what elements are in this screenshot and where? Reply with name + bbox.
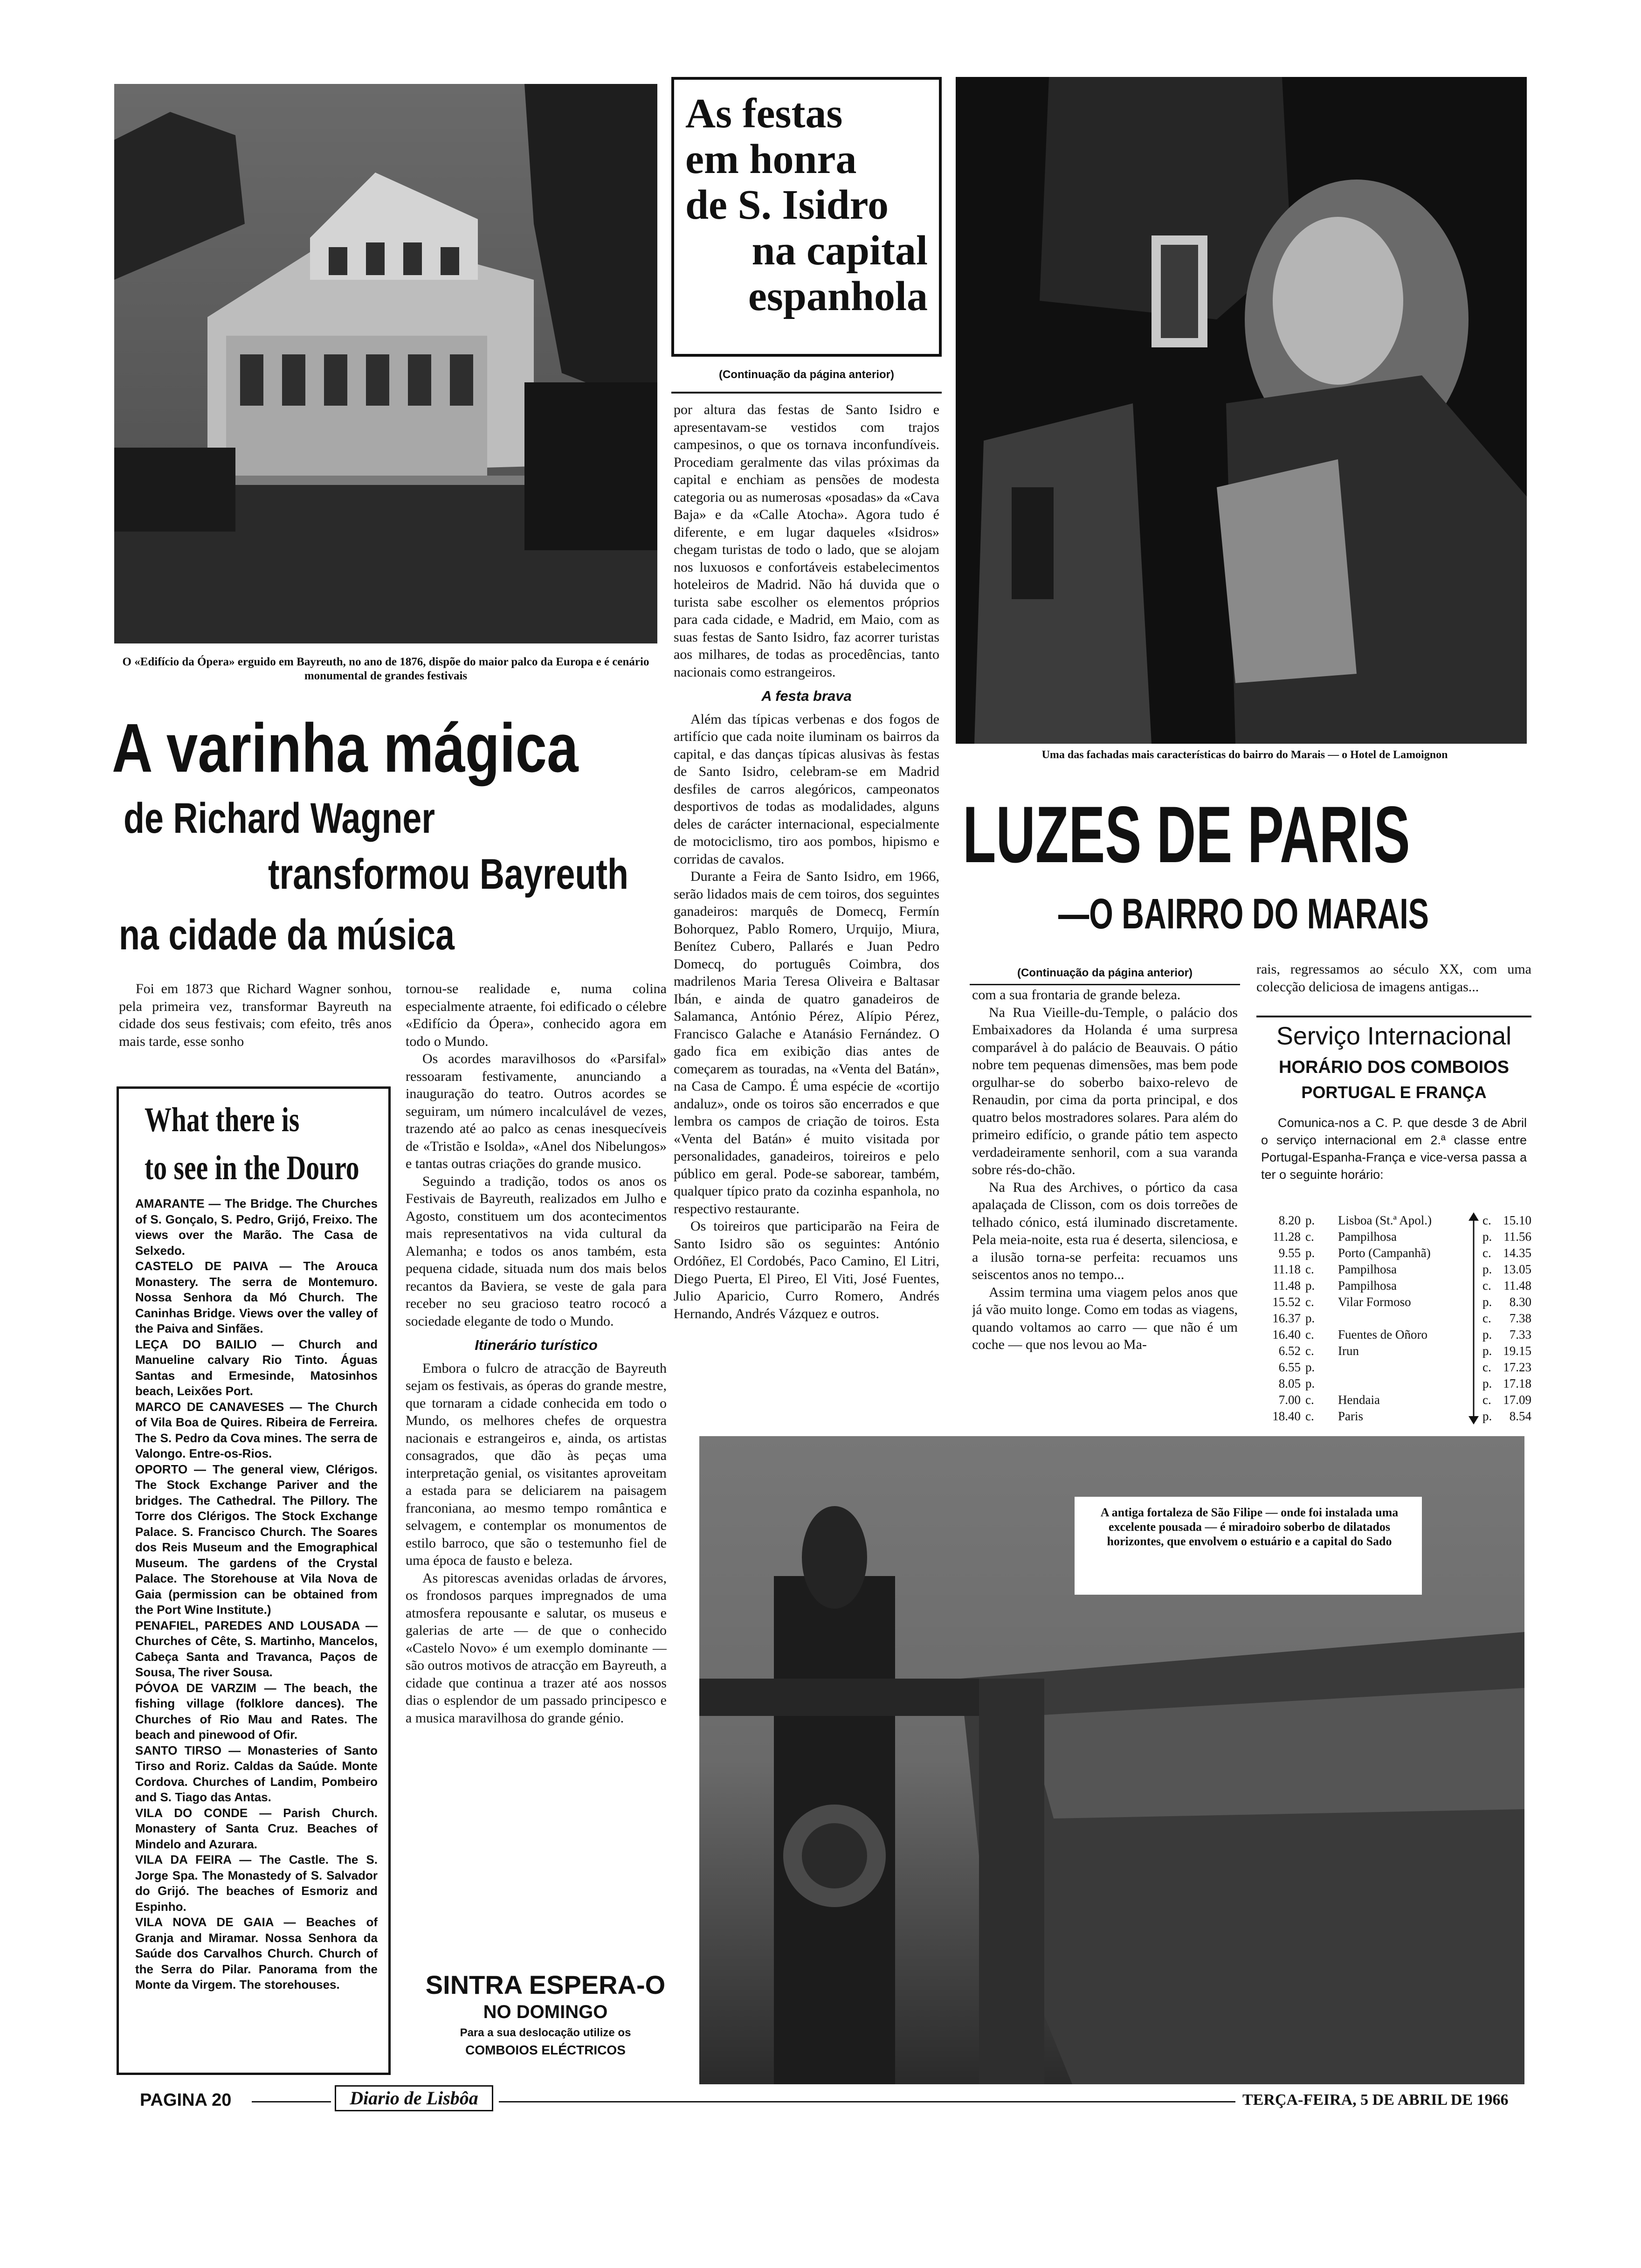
paris-p1: com a sua frontaria de grande beleza.	[972, 987, 1181, 1003]
tt-time: 6.52	[1278, 1344, 1301, 1358]
timetable-direction-arrow	[1468, 1212, 1480, 1424]
wagner-subhead: Itinerário turístico	[475, 1337, 598, 1353]
tt-time: 15.52	[1272, 1295, 1301, 1309]
tt-time: 17.09	[1503, 1393, 1531, 1407]
timetable-stations	[1338, 1212, 1473, 1424]
servico-sub2: PORTUGAL E FRANÇA	[1301, 1083, 1487, 1102]
paris-p3: Na Rua des Archives, o pórtico da casa apalaçada de Clisson, com os dois torreões de telhado cónico, está iluminado discretamente. Pela meia-noite, esta rua é deserta, silenciosa, e a ilusão torna-se perfeita: recuamos uns seiscentos anos no tempo...	[972, 1179, 1238, 1282]
tt-time: 19.15	[1503, 1344, 1531, 1358]
wagner-col2-p3: Seguindo a tradição, todos os anos os Festivais de Bayreuth, realizados em Julho e Agosto, constituem um dos acontecimentos mais representativos na vida cultural da Alemanha; e todos os anos também, esta pequena cidade, situada num dos mais belos recantos da Baviera, se veste de gala para receber no seu gracioso teatro rococó a sociedade elegante de todo o Mundo.	[406, 1173, 667, 1329]
tt-code: p.	[1305, 1360, 1315, 1374]
tt-code: c.	[1305, 1409, 1314, 1423]
sintra-line3: Para a sua deslocação utilize os	[460, 2026, 631, 2039]
photo-opera-caption: O «Edifício da Ópera» erguido em Bayreuth, no ano de 1876, dispõe do maior palco da Europa e é cenário monumental de grandes festivais	[122, 656, 649, 682]
paris-col2	[1256, 961, 1531, 1016]
tt-code: p.	[1305, 1246, 1315, 1260]
tt-time: 11.18	[1273, 1262, 1301, 1276]
tt-time: 13.05	[1503, 1262, 1531, 1276]
tt-time: 16.37	[1272, 1311, 1301, 1325]
isidro-continued: (Continuação da página anterior)	[718, 368, 895, 381]
wagner-col2-p4: Embora o fulcro de atracção de Bayreuth sejam os festivais, as óperas do grande mestre, que tornaram a cidade conhecida em todo o Mundo, os melhores chefes de orquestra nacionais e estrangeiros e, ainda, os artistas consagrados, que dão às peças uma interpretação genial, os visitantes aproveitam a estada para se deliciarem na paisagem franconiana, ao mesmo tempo romântica e selvagem, e contemplar os monumentos de estilo barroco, que são o testemunho fiel de uma época de fausto e beleza.	[406, 1360, 667, 1568]
wagner-col2-p5: As pitorescas avenidas orladas de árvores, os frondosos parques impregnados de uma atmosfera repousante e salutar, os museus e galerias de arte — de que o conhecido «Castelo Novo» é um exemplo dominante — são outros motivos de atracção em Bayreuth, a cidade que continua a trazer até aos nossos dias o esplendor de um passado principesco e a musica maravilhosa do grande génio.	[406, 1570, 667, 1726]
tt-time: 11.48	[1273, 1279, 1301, 1293]
isidro-p2: Além das típicas verbenas e dos fogos de artifício que cada noite iluminam os bairros da capital, e das danças típicas alusivas às festas de Santo Isidro, celebram-se em Madrid desfiles de carros alegóricos, campeonatos desportivos de todas as modalidades, alguns deles de carácter internacional, especialmente de motociclismo, tiro aos pombos, hipismo e corridas de cavalos.	[674, 711, 939, 867]
wagner-deck-3: na cidade da música	[119, 911, 455, 959]
wagner-col2-p2: Os acordes maravilhosos do «Parsifal» ressoaram festivamente, anunciando a inauguração do teatro. Outros acordes se seguiram, um número incalculável de vezes, trazendo até ao palco as cenas inesquecíveis de «Tristão e Isolda», «Anel dos Nibelungos» e tantas outras criações do grande musico.	[406, 1051, 667, 1171]
tt-code: c.	[1482, 1279, 1491, 1293]
isidro-p1: por altura das festas de Santo Isidro e apresentavam-se vestidos com trajos campesinos, o que os tornava inconfundíveis. Procediam geralmente das vilas próximas da capital e enchiam as pensões de modesta categoria ou as numerosas «posadas» da «Cava Baja» e da «Calle Atocha». Agora tudo é diferente, e em lugar daqueles «Isidros» chegam turistas de todo o lado, que se alojam nos luxuosos e confortáveis estabelecimentos hoteleiros de Madrid. Não há duvida que o turista sabe escolher os elementos próprios para cada cidade, e Madrid, em Maio, com as suas festas de Santo Isidro, faz acorrer turistas aos milhares, de todas as procedências, tanto nacionais como estrangeiros.	[674, 402, 939, 680]
tt-time: 8.20	[1278, 1213, 1301, 1227]
photo-fortaleza-caption: A antiga fortaleza de São Filipe — onde foi instalada uma excelente pousada — é miradoiro soberbo de dilatados horizontes, que envolvem o estuário e a capital do Sado	[1100, 1506, 1399, 1548]
douro-entry: PENAFIEL, PAREDES AND LOUSADA — Churches of Cête, S. Martinho, Mancelos, Cabeça Santa and Travanca, Paços de Sousa, The river Sousa.	[135, 1618, 378, 1679]
douro-entry: VILA DA FEIRA — The Castle. The S. Jorge Spa. The Monastedy of S. Salvador do Grijó. The beaches of Esmoriz and Espinho.	[135, 1853, 378, 1914]
tt-station	[1338, 1376, 1473, 1392]
tt-station: Lisboa (St.ª Apol.)	[1338, 1213, 1432, 1227]
isidro-title	[685, 91, 928, 319]
wagner-col2	[406, 980, 667, 1992]
paris-col1	[972, 986, 1238, 1415]
douro-entry: SANTO TIRSO — Monasteries of Santo Tirso and Roriz. Caldas da Saúde. Monte Cordova. Churches of Landim, Pombeiro and S. Tiago das Antas.	[135, 1743, 378, 1804]
sintra-line1: SINTRA ESPERA-O	[425, 1970, 666, 1999]
tt-time: 7.33	[1509, 1328, 1531, 1341]
douro-entries	[135, 1196, 378, 2068]
sintra-line4: COMBOIOS ELÉCTRICOS	[465, 2043, 626, 2057]
timetable-t2	[1494, 1212, 1531, 1424]
tt-station	[1338, 1359, 1473, 1376]
douro-entry: LEÇA DO BAILIO — Church and Manueline calvary Rio Tinto. Águas Santas and Ermesinde, Matosinhos beach, Leixões Port.	[135, 1337, 378, 1398]
tt-code: c.	[1305, 1344, 1314, 1358]
tt-code: c.	[1305, 1328, 1314, 1341]
tt-station: Pampilhosa	[1338, 1262, 1397, 1276]
tt-time: 7.00	[1278, 1393, 1301, 1407]
tt-code: c.	[1305, 1393, 1314, 1407]
photo-opera-bayreuth	[114, 84, 657, 643]
tt-time: 14.35	[1503, 1246, 1531, 1260]
douro-entry: VILA NOVA DE GAIA — Beaches of Granja and Miramar. Nossa Senhora da Saúde dos Carvalhos Church. Church of the Serra do Pilar. Panorama from the Monte da Virgem. The storehouses.	[135, 1915, 378, 1991]
tt-time: 15.10	[1503, 1213, 1531, 1227]
douro-entry: VILA DO CONDE — Parish Church. Monastery of Santa Cruz. Beaches of Mindelo and Azurara.	[135, 1805, 378, 1851]
tt-time: 6.55	[1278, 1360, 1301, 1374]
douro-entry: OPORTO — The general view, Clérigos. The Stock Exchange Pariver and the bridges. The Cathedral. The Pillory. The Torre dos Clérigos. The Stock Exchange Palace. S. Francisco Church. The Soares dos Reis Museum and the Emographical Museum. The gardens of the Crystal Palace. The Storehouse at Vila Nova de Gaia (permission can be obtained from the Port Wine Institute.)	[135, 1462, 378, 1617]
tt-code: c.	[1482, 1311, 1491, 1325]
isidro-p3: Durante a Feira de Santo Isidro, em 1966, serão lidados mais de cem toiros, dos seguintes ganadeiros: marquês de Domecq, Fermín Bohorquez, Pablo Romero, Urquijo, Miura, Benítez Cubero, Pallarés e Juan Pedro Domecq, do português Coimbra, dos madrilenos Maria Teresa Oliveira e Baltasar Ibán, e ainda de quatro ganadeiros de Salamanca, António Pérez, Alípio Pérez, Francisco Galache e Atanásio Fernández. O gado fica em exibição dias antes de começarem as touradas, na «Venta del Batán», na Casa de Campo. É uma espécie de «cortijo andaluz», onde os toiros são encerrados e que lembra os campos de criação de toiros. Esta «Venta del Batán» é muito visitada por personalidades, ganadeiros, toireiros e pelo público em geral. Pode-se saborear, também, qualquer típico prato da cozinha espanhola, no respectivo restaurante.	[674, 869, 939, 1217]
footer-masthead: Diario de Lisbôa	[335, 2085, 493, 2111]
paris-col2-p1: rais, regressamos ao século XX, com uma colecção deliciosa de imagens antigas...	[1256, 961, 1531, 995]
isidro-body	[674, 401, 939, 1459]
tt-time: 7.38	[1509, 1311, 1531, 1325]
footer-page-number: PAGINA 20	[140, 2090, 232, 2110]
isidro-p4: Os toireiros que participarão na Feira de Santo Isidro são os seguintes: António Ordóñez, El Cordobés, Paco Camino, El Litri, Diego Puerta, El Pireo, El Viti, José Fuentes, Julio Aparicio, Curro Romero, Andrés Hernando, Andrés Vázquez e outros.	[674, 1218, 939, 1321]
tt-station: Pampilhosa	[1338, 1279, 1397, 1293]
tt-time: 11.48	[1503, 1279, 1531, 1293]
wagner-deck-1: de Richard Wagner	[124, 795, 435, 842]
isidro-title-line: em honra	[685, 136, 857, 182]
paris-p2: Na Rua Vieille-du-Temple, o palácio dos Embaixadores da Holanda é uma surpresa comparável à do palácio de Beauvais. O pátio nobre tem pequenas dimensões, mas bem pode orgulhar-se do soberbo baixo-relevo de Renaudin, por cima da porta principal, e dos quatro belos mostradores solares. Para além do primeiro edifício, o grande pátio tem aspecto verdadeiramente senhoril, com a sua varanda sobre rés-do-chão.	[972, 1004, 1238, 1177]
tt-code: p.	[1305, 1311, 1315, 1325]
tt-code: c.	[1482, 1393, 1491, 1407]
tt-time: 17.18	[1503, 1376, 1531, 1390]
footer-rule-left	[252, 2101, 331, 2102]
tt-time: 11.28	[1273, 1230, 1301, 1244]
tt-station	[1338, 1310, 1473, 1327]
timetable-c1	[1305, 1212, 1324, 1424]
douro-entry: PÓVOA DE VARZIM — The beach, the fishing village (folklore dances). The Churches of Rio Mau and Rates. The beach and pinewood of Ofir.	[135, 1680, 378, 1742]
tt-code: p.	[1482, 1230, 1492, 1244]
isidro-title-line: na capital	[752, 228, 928, 274]
paris-rule	[970, 984, 1240, 985]
wagner-headline	[112, 710, 662, 787]
tt-time: 11.56	[1503, 1230, 1531, 1244]
douro-title-2: to see in the Douro	[145, 1149, 359, 1187]
tt-time: 17.23	[1503, 1360, 1531, 1374]
servico-intro-text: Comunica-nos a C. P. que desde 3 de Abril o serviço internacional em 2.ª classe entre Portugal-Espanha-França e vice-versa passa a ter o seguinte horário:	[1261, 1116, 1527, 1182]
tt-station: Pampilhosa	[1338, 1230, 1397, 1244]
tt-time: 8.30	[1509, 1295, 1531, 1309]
tt-code: p.	[1482, 1409, 1492, 1423]
tt-code: p.	[1482, 1295, 1492, 1309]
tt-station: Vilar Formoso	[1338, 1295, 1411, 1309]
isidro-title-line: As festas	[685, 90, 843, 137]
douro-entry: CASTELO DE PAIVA — The Arouca Monastery. The serra de Montemuro. Nossa Senhora da Mó Church. The Caninhas Bridge. Views over the valley of the Paiva and Sinfães.	[135, 1259, 378, 1335]
wagner-col1-p1: Foi em 1873 que Richard Wagner sonhou, pela primeira vez, transformar Bayreuth na cidade dos seus festivais; com efeito, três anos mais tarde, esse sonho	[119, 981, 392, 1049]
tt-station: Porto (Campanhã)	[1338, 1246, 1431, 1260]
tt-time: 16.40	[1272, 1328, 1301, 1341]
tt-code: p.	[1305, 1213, 1315, 1227]
tt-station: Paris	[1338, 1409, 1363, 1423]
timetable-t1	[1261, 1212, 1301, 1424]
tt-code: p.	[1482, 1262, 1492, 1276]
tt-code: c.	[1482, 1246, 1491, 1260]
sintra-ad	[420, 1970, 671, 2075]
footer-date: TERÇA-FEIRA, 5 DE ABRIL DE 1966	[1242, 2091, 1509, 2109]
sintra-line2: NO DOMINGO	[483, 2002, 608, 2022]
wagner-headline-main: A varinha mágica	[112, 710, 579, 787]
wagner-col2-p1: tornou-se realidade e, numa colina especialmente atraente, foi edificado o célebre «Edifício da Ópera», conhecido agora em todo o Mundo.	[406, 981, 667, 1049]
servico-sub1: HORÁRIO DOS COMBOIOS	[1278, 1058, 1510, 1077]
tt-code: c.	[1305, 1262, 1314, 1276]
douro-entry: MARCO DE CANAVESES — The Church of Vila Boa de Quires. Ribeira de Ferreira. The S. Pedro da Cova mines. The serra de Valongo. Entre-os-Rios.	[135, 1399, 378, 1460]
tt-time: 8.05	[1278, 1376, 1301, 1390]
opera-building-illustration	[114, 84, 657, 643]
tt-code: p.	[1482, 1376, 1492, 1390]
wagner-deck-2: transformou Bayreuth	[268, 850, 628, 898]
servico-title: Serviço Internacional	[1276, 1022, 1512, 1050]
tt-code: p.	[1305, 1376, 1315, 1390]
paris-continued: (Continuação da página anterior)	[1017, 967, 1193, 979]
photo-marais-hotel-lamoignon	[956, 77, 1527, 744]
tt-code: p.	[1305, 1279, 1315, 1293]
wagner-col1	[119, 980, 392, 1078]
isidro-subhead: A festa brava	[761, 688, 852, 704]
tt-code: p.	[1482, 1344, 1492, 1358]
paris-headline: LUZES DE PARIS	[963, 790, 1410, 879]
douro-title-1: What there is	[145, 1101, 300, 1139]
tt-station: Hendaia	[1338, 1393, 1380, 1407]
tt-time: 8.54	[1509, 1409, 1531, 1423]
tt-code: c.	[1482, 1213, 1491, 1227]
paris-subheadline: —O BAIRRO DO MARAIS	[1058, 890, 1429, 938]
footer-rule-right	[499, 2101, 1235, 2102]
paris-p4: Assim termina uma viagem pelos anos que já vão muito longe. Como em todas as viagens, quando voltamos ao carro — que não é um coche — que nos levou ao Ma-	[972, 1284, 1238, 1352]
photo-marais-caption: Uma das fachadas mais características do bairro do Marais — o Hotel de Lamoignon	[1041, 749, 1448, 761]
isidro-top-rule	[671, 392, 942, 394]
tt-station: Fuentes de Oñoro	[1338, 1328, 1427, 1341]
tt-time: 18.40	[1272, 1409, 1301, 1423]
isidro-title-line: espanhola	[748, 273, 928, 319]
douro-entry: AMARANTE — The Bridge. The Churches of S. Gonçalo, S. Pedro, Grijó, Freixo. The views over the Marão. The Casa de Selxedo.	[135, 1196, 378, 1258]
tt-code: c.	[1482, 1360, 1491, 1374]
marais-facade-illustration	[956, 77, 1527, 744]
tt-station: Irun	[1338, 1344, 1359, 1358]
servico-intro	[1261, 1114, 1527, 1208]
tt-code: p.	[1482, 1328, 1492, 1341]
tt-code: c.	[1305, 1230, 1314, 1244]
servico-top-rule	[1256, 1016, 1531, 1017]
tt-code: c.	[1305, 1295, 1314, 1309]
isidro-title-line: de S. Isidro	[685, 182, 889, 228]
tt-time: 9.55	[1278, 1246, 1301, 1260]
